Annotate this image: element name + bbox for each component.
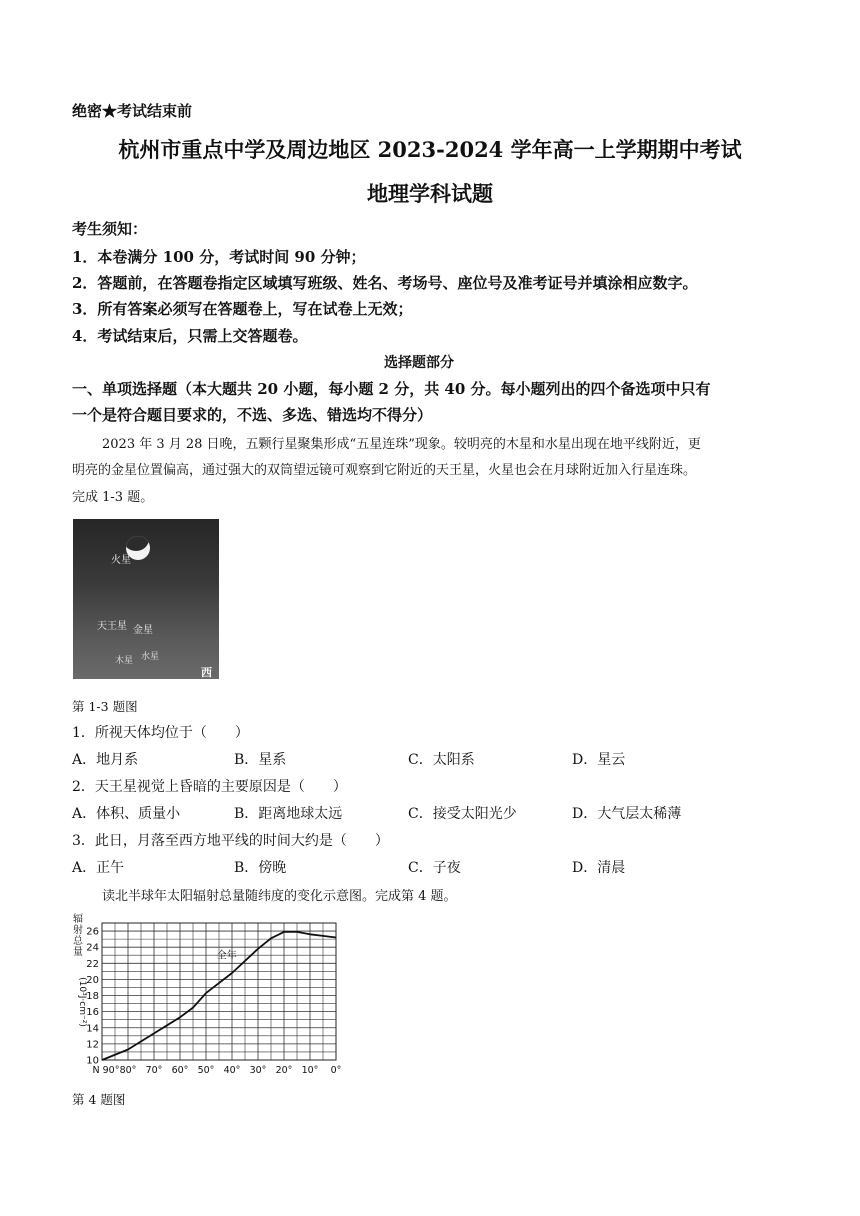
passage-line: 读北半球年太阳辐射总量随纬度的变化示意图。完成第 4 题。: [102, 889, 457, 904]
section-title: 选择题部分: [384, 355, 454, 371]
y-tick-label: 10: [86, 1055, 99, 1067]
y-tick-label: 16: [86, 1007, 99, 1019]
y-tick-label: 24: [86, 942, 99, 954]
y-tick-label: 20: [86, 974, 99, 986]
option-a: A．地月系: [72, 752, 139, 768]
question-stem: 3．此日，月落至西方地平线的时间大约是（ ）: [72, 833, 389, 849]
question-stem: 1．所视天体均位于（ ）: [72, 725, 249, 741]
photo-labels: [73, 519, 219, 679]
option-d: D．大气层太稀薄: [572, 806, 682, 822]
y-tick-label: 12: [86, 1039, 99, 1051]
question-stem: 2．天王星视觉上昏暗的主要原因是（ ）: [72, 779, 347, 795]
option-d: D．星云: [572, 752, 626, 768]
y-tick-labels: [86, 927, 99, 1067]
west-label: 西: [201, 666, 212, 679]
option-c: C．接受太阳光少: [408, 806, 517, 822]
series-label: 全年: [216, 950, 237, 962]
notice-heading: 考生须知：: [72, 220, 148, 238]
y-tick-label: 26: [86, 926, 99, 938]
x-tick-label: 50°: [197, 1065, 215, 1076]
venus-label: 金星: [133, 625, 153, 636]
notice-item: 2．答题前，在答题卷指定区域填写班级、姓名、考场号、座位号及准考证号并填涂相应数字。: [72, 274, 698, 292]
option-c: C．子夜: [408, 860, 461, 876]
x-tick-label: 80°: [119, 1065, 137, 1076]
passage-line: 完成 1-3 题。: [72, 490, 154, 505]
jupiter-label: 木星: [115, 656, 134, 666]
x-tick-label: 40°: [223, 1065, 241, 1076]
y-label-char: 辐: [73, 914, 83, 925]
x-tick-label: 20°: [275, 1065, 293, 1076]
passage-line: 2023 年 3 月 28 日晚，五颗行星聚集形成“五星连珠”现象。较明亮的木星和水星出现在地平线附近，更: [102, 437, 701, 452]
x-tick-label: N 90°: [92, 1065, 120, 1076]
option-b: B．距离地球太远: [234, 806, 343, 822]
option-d: D．清晨: [572, 860, 626, 876]
passage-line: 明亮的金星位置偏高，通过强大的双筒望远镜可观察到它附近的天王星，火星也会在月球附近加入行星连珠。: [72, 463, 697, 478]
y-tick-label: 14: [86, 1023, 99, 1035]
chart-grid: [102, 923, 336, 1060]
part-heading: 一、单项选择题（本大题共 20 小题，每小题 2 分，共 40 分。每小题列出的四个备选项中只有: [72, 380, 711, 398]
secret-mark: 绝密★考试结束前: [72, 102, 193, 120]
y-label-char: 量: [73, 947, 83, 958]
option-b: B．傍晚: [234, 860, 287, 876]
notice-item: 4．考试结束后，只需上交答题卷。: [72, 327, 308, 345]
notice-item: 1．本卷满分 100 分，考试时间 90 分钟；: [72, 248, 366, 266]
y-axis-label: [73, 912, 87, 1027]
y-tick-label: 18: [86, 991, 99, 1003]
uranus-label: 天王星: [97, 621, 127, 632]
x-tick-labels: [93, 1065, 342, 1076]
page-subtitle: 地理学科试题: [367, 181, 493, 206]
notice-item: 3．所有答案必须写在答题卷上，写在试卷上无效；: [72, 300, 413, 318]
mars-label: 火星: [111, 555, 131, 566]
mercury-label: 水星: [141, 652, 160, 662]
radiation-chart: [70, 910, 360, 1080]
option-a: A．正午: [72, 860, 125, 876]
x-tick-label: 60°: [171, 1065, 189, 1076]
page-title: 杭州市重点中学及周边地区 2023-2024 学年高一上学期期中考试: [118, 137, 742, 162]
y-label-unit: (10³J·cm⁻²): [77, 977, 87, 1027]
option-c: C．太阳系: [408, 752, 475, 768]
photo-caption: 第 1-3 题图: [72, 699, 138, 714]
y-tick-label: 22: [86, 958, 99, 970]
option-a: A．体积、质量小: [72, 806, 181, 822]
x-tick-label: 0°: [330, 1065, 342, 1076]
y-label-char: 射: [73, 925, 83, 936]
option-b: B．星系: [234, 752, 287, 768]
chart-caption: 第 4 题图: [72, 1092, 126, 1107]
part-heading-cont: 一个是符合题目要求的，不选、多选、错选均不得分）: [72, 406, 433, 424]
x-tick-label: 30°: [249, 1065, 267, 1076]
y-label-char: 总: [73, 936, 83, 947]
x-tick-label: 70°: [145, 1065, 163, 1076]
x-tick-label: 10°: [301, 1065, 319, 1076]
